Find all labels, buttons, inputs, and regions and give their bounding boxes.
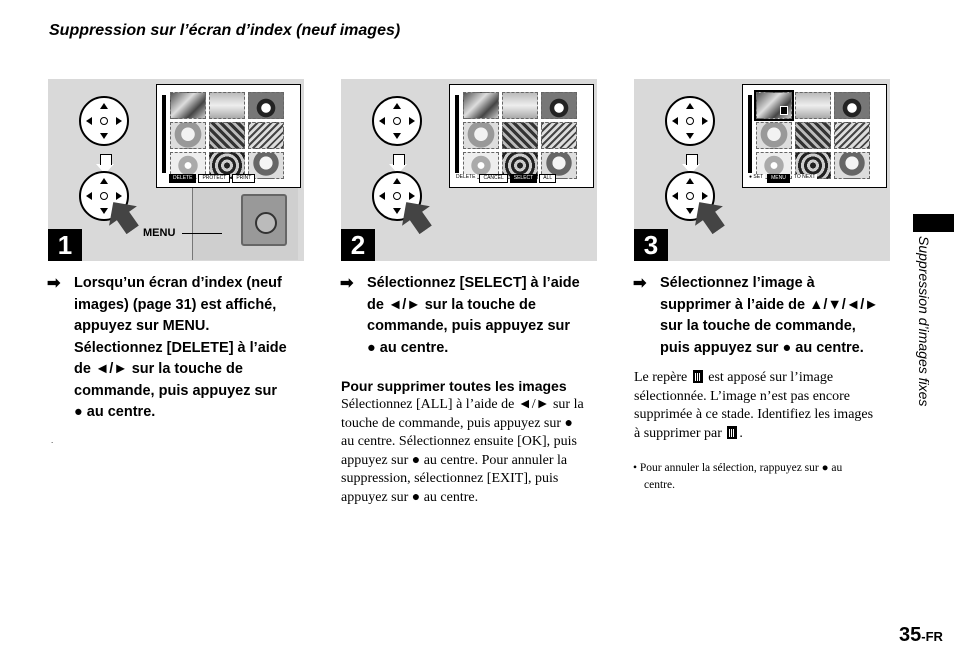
step3-instruction-line: Sélectionnez l’image à <box>660 275 815 291</box>
trash-mark-icon <box>780 106 788 115</box>
thumbnail <box>248 122 284 149</box>
step1-instruction-line: de ◄/► sur la touche de <box>74 361 243 377</box>
thumbnail <box>209 122 245 149</box>
menu-button-label: MENU <box>143 227 176 239</box>
camera-body-illustration <box>192 183 298 260</box>
thumbnail <box>170 122 206 149</box>
step2-instruction-line: commande, puis appuyez sur <box>367 318 571 334</box>
lcd-menu-menu: MENU <box>767 174 790 183</box>
control-pad-icon <box>665 96 715 146</box>
thumbnail <box>795 92 831 119</box>
step3-body <box>634 369 904 443</box>
thumbnail <box>170 92 206 119</box>
thumbnail <box>502 92 538 119</box>
step2-body-line: suppression, sélectionnez [EXIT], puis <box>341 471 559 486</box>
step3-instruction-line: sur la touche de commande, <box>660 318 856 334</box>
step3-body-line <box>634 425 904 444</box>
lcd-menu-bar <box>454 174 556 183</box>
step2-body-line: appuyez sur ● au centre. <box>341 489 479 505</box>
trash-icon <box>693 370 703 383</box>
step2-instruction <box>340 273 627 359</box>
page-number-suffix: -FR <box>921 629 943 644</box>
control-pad-icon <box>79 96 129 146</box>
step3-body-text: . <box>739 425 743 441</box>
step2-body-line: touche de commande, puis appuyez sur ● <box>341 415 573 431</box>
step3-note <box>633 460 903 494</box>
lcd-menu-protect: PROTECT <box>198 174 230 183</box>
step3-body-line: sélectionnée. L’image n’est pas encore <box>634 388 851 404</box>
step2-body-line: au centre. Sélectionnez ensuite [OK], puis <box>341 434 577 449</box>
thumbnail <box>463 92 499 119</box>
step1-instruction-line: ● au centre. <box>74 404 156 420</box>
trash-icon <box>727 426 737 439</box>
thumbnail <box>834 122 870 149</box>
lcd-menu-delete: DELETE <box>454 174 477 183</box>
step1-instruction <box>47 273 334 424</box>
thumbnail <box>209 92 245 119</box>
thumbnail <box>795 122 831 149</box>
lcd-menu-delete: DELETE <box>169 174 196 183</box>
step-number: 3 <box>634 229 668 261</box>
lcd-menu-print: PRINT <box>232 174 255 183</box>
step3-body-text: est apposé sur l’image <box>708 370 834 385</box>
section-tab-marker <box>913 214 954 232</box>
step-number: 1 <box>48 229 82 261</box>
step3-instruction-line: supprimer à l’aide de ▲/▼/◄/► <box>660 296 879 313</box>
lcd-screen <box>449 84 594 188</box>
step3-illustration <box>634 79 890 261</box>
arrow-right-icon: ➡ <box>633 275 647 292</box>
step1-instruction-line: Sélectionnez [DELETE] à l’aide <box>74 339 287 356</box>
section-title: Suppression sur l’écran d’index (neuf images) <box>49 22 401 39</box>
step2-subheading: Pour supprimer toutes les images <box>341 378 567 394</box>
lcd-menu-cancel: CANCEL <box>479 174 507 183</box>
step2-instruction-line: ● au centre. <box>367 339 449 356</box>
side-section-label <box>912 236 934 446</box>
thumbnail-grid <box>756 92 870 179</box>
lcd-screen <box>742 84 887 188</box>
step1-instruction-line: commande, puis appuyez sur <box>74 382 278 399</box>
step1-instruction-line: appuyez sur MENU. <box>74 318 210 334</box>
thumbnail <box>463 122 499 149</box>
arrow-right-icon: ➡ <box>47 275 61 292</box>
thumbnail <box>502 122 538 149</box>
step3-instruction-line: puis appuyez sur ● au centre. <box>660 339 864 356</box>
step3-instruction <box>633 273 910 359</box>
lcd-menu-all: ALL <box>539 174 556 183</box>
step3-body-text: à supprimer par <box>634 425 722 441</box>
control-pad-icon <box>372 96 422 146</box>
step3-body-line <box>634 369 904 388</box>
step3-note-line: centre. <box>644 479 675 491</box>
step2-body <box>341 396 611 507</box>
lcd-menu-bar <box>747 174 817 183</box>
thumbnail <box>541 122 577 149</box>
stray-mark: . <box>51 436 54 445</box>
step-number: 2 <box>341 229 375 261</box>
menu-leader-line <box>182 233 222 234</box>
thumbnail-selected <box>756 92 792 119</box>
lcd-menu-bar <box>169 174 255 183</box>
thumbnail <box>541 92 577 119</box>
arrow-right-icon: ➡ <box>340 275 354 292</box>
camera-dial-icon <box>255 212 277 234</box>
step2-instruction-line: Sélectionnez [SELECT] à l’aide <box>367 275 580 291</box>
thumbnail <box>834 92 870 119</box>
thumbnail-grid <box>463 92 577 179</box>
lcd-screen <box>156 84 301 188</box>
step1-instruction-line: Lorsqu’un écran d’index (neuf <box>74 275 282 291</box>
step1-instruction-line: images) (page 31) est affiché, <box>74 296 277 313</box>
thumbnail <box>834 152 870 179</box>
thumbnail <box>248 92 284 119</box>
lcd-menu-set: ● SET <box>747 174 765 183</box>
step3-body-line: supprimée à ce stade. Identifiez les images <box>634 407 874 422</box>
step3-body-text: Le repère <box>634 370 688 385</box>
side-section-label-text: Suppression d’images fixes <box>916 236 932 407</box>
lcd-menu-to-next: TO NEXT <box>792 174 818 183</box>
lcd-menu-select: SELECT <box>510 174 537 183</box>
step3-note-line: • Pour annuler la sélection, rappuyez sur ● au <box>633 462 843 474</box>
thumbnail-grid <box>170 92 284 179</box>
step2-body-line: Sélectionnez [ALL] à l’aide de ◄/► sur la <box>341 397 584 412</box>
page-number-value: 35 <box>899 624 922 646</box>
step2-illustration <box>341 79 597 261</box>
thumbnail <box>756 122 792 149</box>
step2-instruction-line: de ◄/► sur la touche de <box>367 296 536 313</box>
page-number <box>899 624 943 647</box>
step2-body-line: appuyez sur ● au centre. Pour annuler la <box>341 452 568 468</box>
step1-illustration <box>48 79 304 261</box>
